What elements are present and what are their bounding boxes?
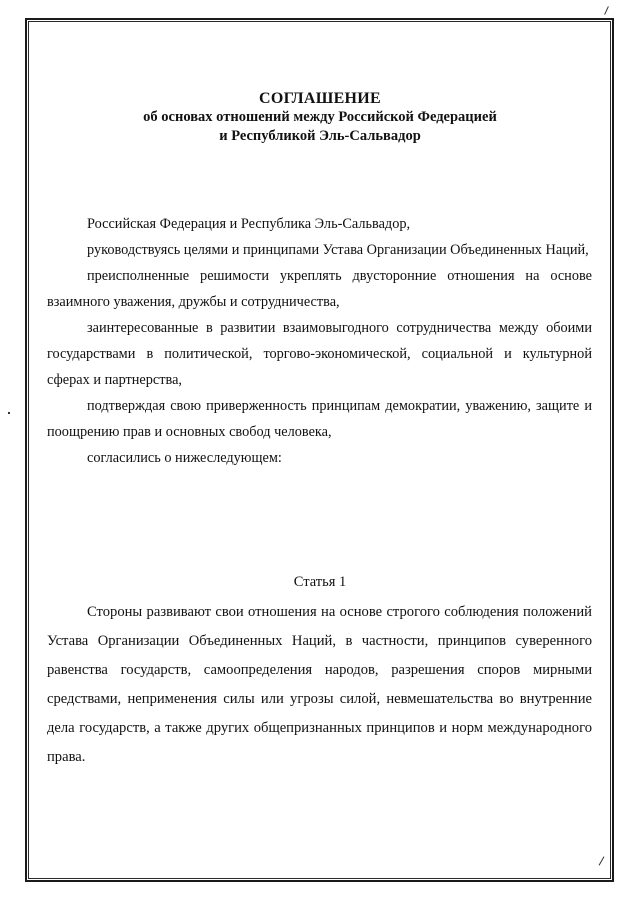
- preamble-paragraph: преисполненные решимости укреплять двусторонние отношения на основе взаимного уважения, дружбы и сотрудничества,: [47, 268, 592, 310]
- article-1-paragraph: Стороны развивают свои отношения на основе строгого соблюдения положений Устава Организации Объединенных Наций, в частности, принципов суверенного равенства государств, самоопределения народов, разрешения споров мирными средствами, неприменения силы или угрозы силой, невмешательства во внутренние дела государств, а также других общепризнанных принципов и норм международного права.: [47, 604, 592, 765]
- preamble-paragraph: руководствуясь целями и принципами Устава Организации Объединенных Наций,: [87, 242, 589, 258]
- document-title-block: [40, 89, 600, 146]
- preamble-paragraph: заинтересованные в развитии взаимовыгодного сотрудничества между обоими государствами в политической, торгово-экономической, социальной и культурной сферах и партнерства,: [47, 320, 592, 388]
- preamble: [47, 211, 592, 471]
- preamble-paragraph: согласились о нижеследующем:: [87, 450, 282, 466]
- article-1-body: [47, 598, 592, 772]
- document-subtitle-line-2: и Республикой Эль-Сальвадор: [219, 128, 421, 144]
- document-title: СОГЛАШЕНИЕ: [258, 90, 382, 107]
- scan-mark-left: [8, 412, 10, 414]
- preamble-paragraph: Российская Федерация и Республика Эль-Сальвадор,: [87, 216, 411, 232]
- preamble-paragraph: подтверждая свою приверженность принципам демократии, уважению, защите и поощрению прав и основных свобод человека,: [47, 398, 592, 440]
- article-1-heading: Статья 1: [293, 574, 347, 590]
- scan-mark-top-right: [604, 6, 609, 15]
- document-subtitle-line-1: об основах отношений между Российской Федерацией: [143, 109, 497, 125]
